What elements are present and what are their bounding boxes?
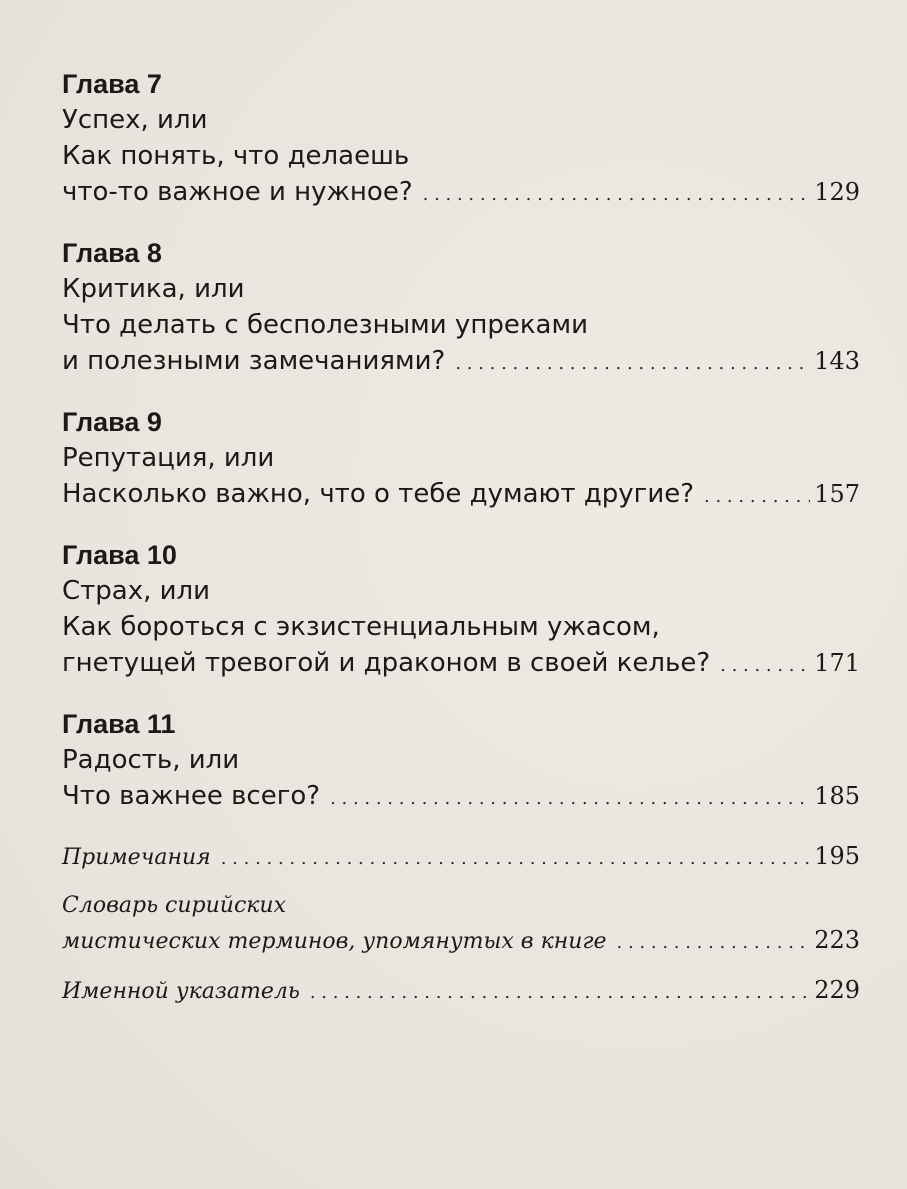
toc-notes[interactable] [62,839,860,873]
toc-chapter-7[interactable] [62,66,860,210]
page-number: 129 [814,178,860,206]
chapter-title-last-line [62,476,860,512]
page-number: 171 [814,649,860,677]
dot-leader [221,842,810,876]
toc-chapter-9[interactable] [62,404,860,512]
chapter-label: Глава 8 [62,238,162,268]
chapter-title-line: Как бороться с экзистенциальным ужасом, [62,612,660,642]
dot-leader [455,346,810,382]
chapter-title-line: Успех, или [62,105,208,135]
chapter-title-line: Насколько важно, что о тебе думают другие? [62,479,695,509]
chapter-title-line: и полезными замечаниями? [62,346,446,376]
chapter-label: Глава 10 [62,540,177,570]
page-number: 229 [814,976,860,1004]
page-number: 157 [814,480,860,508]
toc-chapter-8[interactable] [62,235,860,379]
toc-name-index[interactable] [62,973,860,1007]
chapter-title-line: гнетущей тревогой и драконом в своей келье? [62,648,711,678]
dot-leader [423,177,811,213]
back-matter-title: Именной указатель [62,979,300,1004]
chapter-title-line: Радость, или [62,745,240,775]
page-number: 195 [814,842,860,870]
dot-leader [720,648,810,684]
dot-leader [330,781,810,817]
toc-glossary[interactable] [62,889,860,957]
toc-chapter-10[interactable] [62,537,860,681]
chapter-title-last-line [62,174,860,210]
chapter-title-line: Критика, или [62,274,245,304]
back-matter-title: мистических терминов, упомянутых в книге [62,929,607,954]
chapter-title-line: Репутация, или [62,443,275,473]
chapter-title-line: что-то важное и нужное? [62,177,413,207]
chapter-title-last-line [62,778,860,814]
chapter-label: Глава 9 [62,407,162,437]
dot-leader [310,976,810,1010]
toc-chapter-11[interactable] [62,706,860,814]
dot-leader [617,926,811,960]
back-matter-title: Примечания [62,845,211,870]
page-number: 185 [814,782,860,810]
back-matter-line [62,839,860,873]
dot-leader [704,479,810,515]
back-matter-line [62,923,860,957]
chapter-title-line: Страх, или [62,576,211,606]
chapter-title-line: Что важнее всего? [62,781,321,811]
chapter-title-last-line [62,343,860,379]
back-matter-title-line: Словарь сирийских [62,893,287,918]
back-matter [62,839,860,1007]
chapter-title-line: Что делать с бесполезными упреками [62,310,588,340]
chapter-label: Глава 7 [62,69,162,99]
chapter-label: Глава 11 [62,709,176,739]
back-matter-line [62,973,860,1007]
chapter-title-last-line [62,645,860,681]
chapter-title-line: Как понять, что делаешь [62,141,410,171]
page-number: 143 [814,347,860,375]
table-of-contents [62,66,860,1023]
page-number: 223 [814,926,860,954]
